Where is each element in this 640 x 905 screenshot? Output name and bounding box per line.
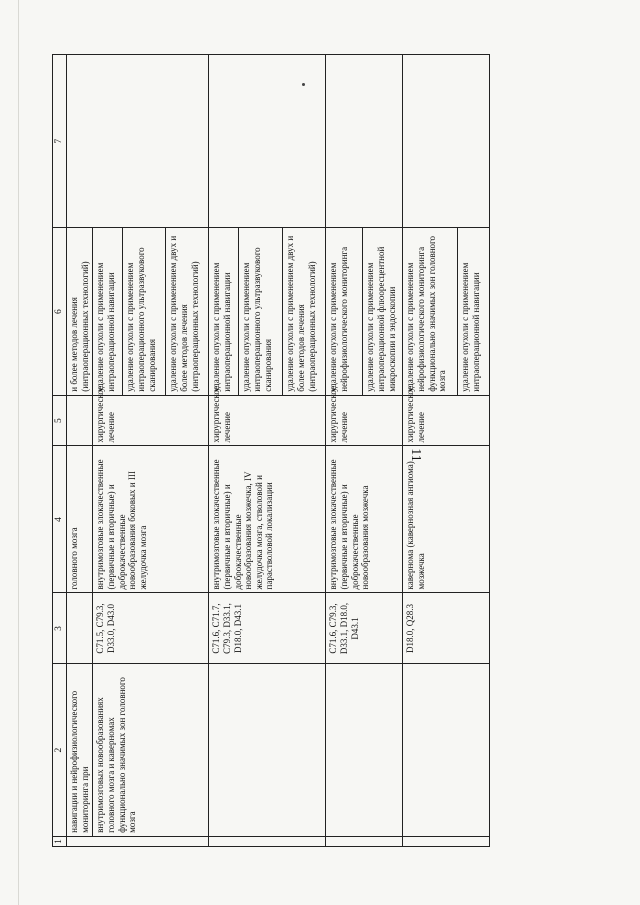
cell-treatment-type: хирургическое лечение — [93, 395, 209, 446]
cell-col-1 — [67, 836, 209, 846]
cell-method-name: внутримозговых новообразованиях головного мозга и каверномах функционально значимых зон головного мозга — [93, 664, 209, 836]
cell-method-name: навигации и нейрофизиологического мониторинга при — [67, 664, 93, 836]
cell-diagnosis: внутримозговые злокачественные (первичные и вторичные) и доброкачественные новообразования мозжечка, IV желудочка мозга, стволовой и парастволовой локализации — [209, 446, 326, 593]
cell-col-7 — [326, 55, 403, 228]
cell-icd-codes: C71.5, C79.3, D33.0, D43.0 — [93, 593, 209, 664]
treatment-table — [52, 54, 490, 847]
cell-treatment-method: удаление опухоли с применением двух и более методов лечения (интраоперационных технологий) — [283, 228, 326, 395]
cell-treatment-method: удаление опухоли с применением интраоперационной флюоресцентной микроскопии и эндоскопии — [363, 228, 403, 395]
cell-treatment-type: хирургическое лечение — [403, 395, 490, 446]
header-col-2: 2 — [53, 664, 67, 836]
table-row — [403, 55, 458, 847]
cell-col-1 — [403, 836, 490, 846]
header-row — [53, 55, 67, 847]
header-col-7: 7 — [53, 55, 67, 228]
scan-edge — [18, 0, 19, 905]
cell-method-name — [326, 664, 403, 836]
page-number: 11 — [408, 448, 423, 462]
header-col-3: 3 — [53, 593, 67, 664]
cell-col-7 — [67, 55, 209, 228]
header-col-6: 6 — [53, 228, 67, 395]
header-col-5: 5 — [53, 395, 67, 446]
cell-icd-codes: C71.6, C79.3, D33.1, D18.0, D43.1 — [326, 593, 403, 664]
table-row — [209, 55, 239, 847]
cell-icd-codes — [67, 593, 93, 664]
cell-treatment-method: удаление опухоли с применением нейрофизиологического мониторинга — [326, 228, 363, 395]
cell-col-7 — [403, 55, 490, 228]
cell-treatment-method: удаление опухоли с применением нейрофизиологического мониторинга функционально значимых зон головного мозга — [403, 228, 458, 395]
cell-diagnosis: головного мозга — [67, 446, 93, 593]
table-row — [326, 55, 363, 847]
header-col-1: 1 — [53, 836, 67, 846]
cell-col-7 — [209, 55, 326, 228]
cell-treatment-method: удаление опухоли с применением интраоперационного ультразвукового сканирования — [239, 228, 283, 395]
cell-treatment-method: удаление опухоли с применением интраоперационной навигации — [209, 228, 239, 395]
cell-diagnosis: внутримозговые злокачественные (первичные и вторичные) и доброкачественные новообразования боковых и III желудочка мозга — [93, 446, 209, 593]
header-col-4: 4 — [53, 446, 67, 593]
cell-method-name — [209, 664, 326, 836]
cell-diagnosis: кавернома (кавернозная ангиома) мозжечка — [403, 446, 490, 593]
cell-icd-codes: C71.6, C71.7, C79.3, D33.1, D18.0, D43.1 — [209, 593, 326, 664]
cell-diagnosis: внутримозговые злокачественные (первичные и вторичные) и доброкачественные новообразования мозжечка — [326, 446, 403, 593]
cell-treatment-type: хирургическое лечение — [209, 395, 326, 446]
cell-treatment-type — [67, 395, 93, 446]
cell-treatment-method: удаление опухоли с применением интраоперационной навигации — [93, 228, 123, 395]
cell-col-1 — [209, 836, 326, 846]
cell-treatment-method: и более методов лечения (интраоперационных технологий) — [67, 228, 93, 395]
rotated-page — [52, 54, 606, 847]
cell-treatment-method: удаление опухоли с применением интраоперационной навигации — [458, 228, 490, 395]
cell-treatment-method: удаление опухоли с применением интраоперационного ультразвукового сканирования — [123, 228, 166, 395]
cell-col-1 — [326, 836, 403, 846]
table-row — [67, 55, 93, 847]
scan-speck — [302, 83, 305, 86]
cell-treatment-method: удаление опухоли с применением двух и более методов лечения (интраоперационных технологий) — [166, 228, 209, 395]
cell-treatment-type: хирургическое лечение — [326, 395, 403, 446]
cell-method-name — [403, 664, 490, 836]
cell-icd-codes: D18.0, Q28.3 — [403, 593, 490, 664]
